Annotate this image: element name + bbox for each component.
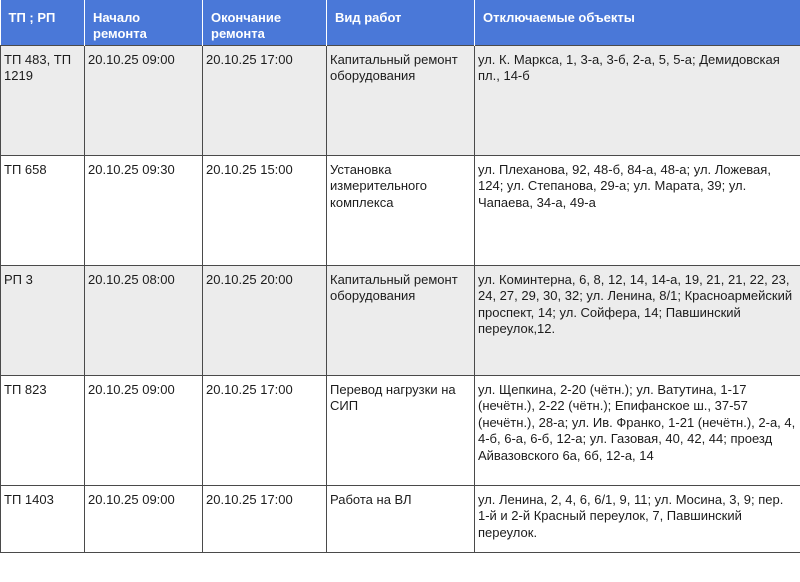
cell-end: 20.10.25 17:00: [203, 45, 327, 155]
cell-work: Капитальный ремонт оборудования: [327, 265, 475, 375]
cell-end: 20.10.25 15:00: [203, 155, 327, 265]
cell-work: Перевод нагрузки на СИП: [327, 375, 475, 485]
cell-start: 20.10.25 09:00: [85, 45, 203, 155]
cell-tp: ТП 483, ТП 1219: [1, 45, 85, 155]
cell-work: Установка измерительного комплекса: [327, 155, 475, 265]
cell-end: 20.10.25 17:00: [203, 375, 327, 485]
cell-tp: ТП 823: [1, 375, 85, 485]
cell-start: 20.10.25 09:30: [85, 155, 203, 265]
header-end: Окончание ремонта: [203, 0, 327, 45]
cell-tp: РП 3: [1, 265, 85, 375]
header-start: Начало ремонта: [85, 0, 203, 45]
cell-objects: ул. Плеханова, 92, 48-б, 84-а, 48-а; ул. Ложевая, 124; ул. Степанова, 29-а; ул. Марата, 39; ул. Чапаева, 34-а, 49-а: [475, 155, 800, 265]
cell-objects: ул. К. Маркса, 1, 3-а, 3-б, 2-а, 5, 5-а; Демидовская пл., 14-б: [475, 45, 800, 155]
header-tp: ТП ; РП: [1, 0, 85, 45]
header-row: [1, 0, 800, 45]
header-work: Вид работ: [327, 0, 475, 45]
table-row: [1, 375, 800, 485]
cell-end: 20.10.25 20:00: [203, 265, 327, 375]
table-row: [1, 265, 800, 375]
table-row: [1, 485, 800, 552]
cell-work: Капитальный ремонт оборудования: [327, 45, 475, 155]
cell-start: 20.10.25 09:00: [85, 485, 203, 552]
table-row: [1, 155, 800, 265]
cell-work: Работа на ВЛ: [327, 485, 475, 552]
cell-start: 20.10.25 09:00: [85, 375, 203, 485]
cell-end: 20.10.25 17:00: [203, 485, 327, 552]
header-objects: Отключаемые объекты: [475, 0, 800, 45]
cell-objects: ул. Ленина, 2, 4, 6, 6/1, 9, 11; ул. Мосина, 3, 9; пер. 1-й и 2-й Красный переулок, 7, Павшинский переулок.: [475, 485, 800, 552]
table-row: [1, 45, 800, 155]
cell-start: 20.10.25 08:00: [85, 265, 203, 375]
cell-tp: ТП 658: [1, 155, 85, 265]
cell-objects: ул. Коминтерна, 6, 8, 12, 14, 14-а, 19, 21, 21, 22, 23, 24, 27, 29, 30, 32; ул. Ленина, 8/1; Красноармейский проспект, 14; ул. Сойфера, 14; Павшинский переулок,12.: [475, 265, 800, 375]
cell-tp: ТП 1403: [1, 485, 85, 552]
cell-objects: ул. Щепкина, 2-20 (чётн.); ул. Ватутина, 1-17 (нечётн.), 2-22 (чётн.); Епифанское ш., 37-57 (нечётн.), 28-а; ул. Ив. Франко, 1-21 (нечётн.), 2-а, 4, 4-б, 6-а, 6-б, 12-а; ул. Газовая, 40, 42, 44; проезд Айвазовского 6а, 6б, 12-а, 14: [475, 375, 800, 485]
